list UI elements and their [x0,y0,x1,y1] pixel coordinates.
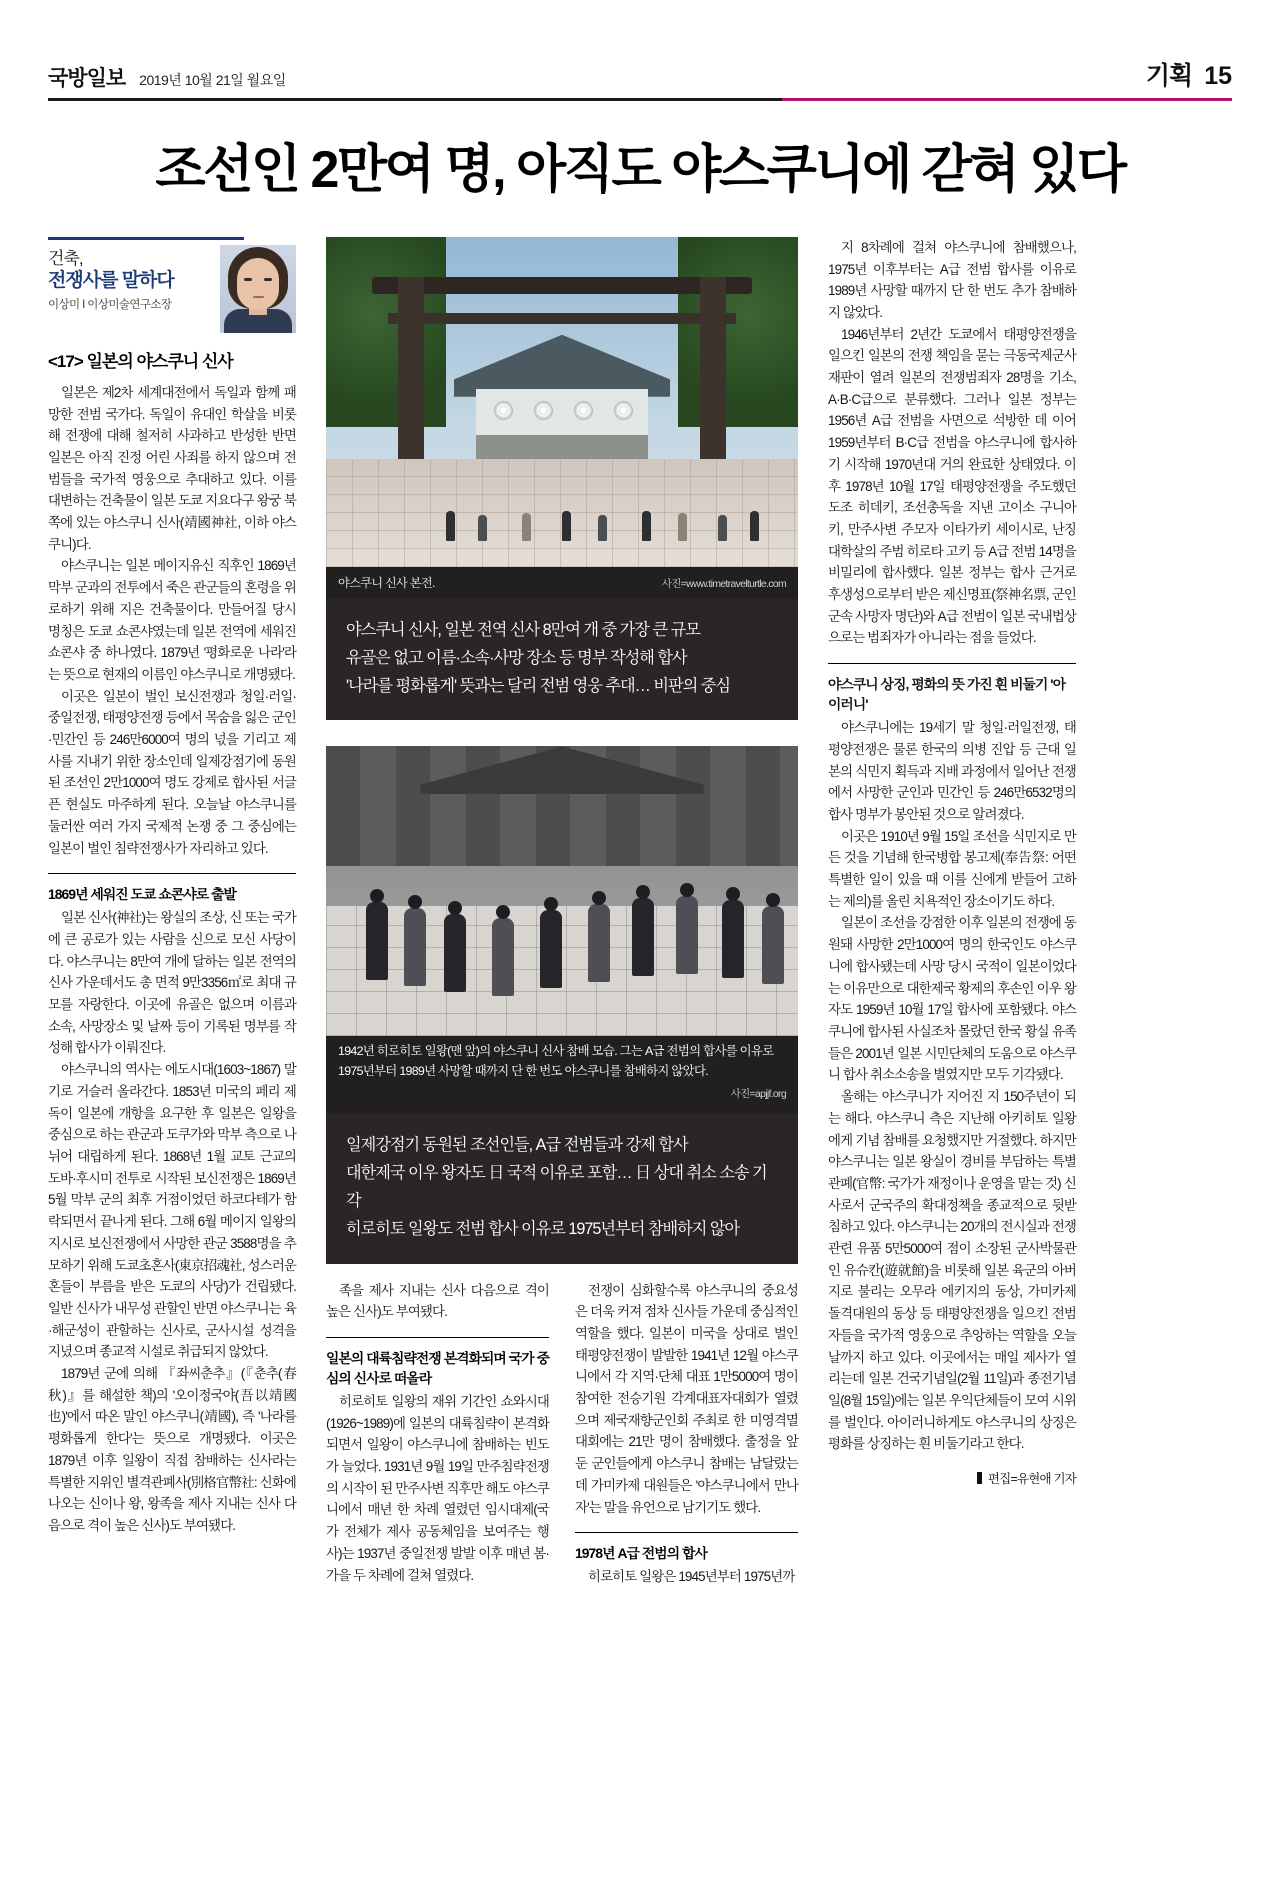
photo-1-caption-bar [326,567,798,599]
photo-trees-left [326,237,446,427]
photo-officer [366,902,388,980]
torii-second-beam [388,313,736,324]
paragraph: 히로히토 일왕의 재위 기간인 쇼와시대(1926~1989)에 일본의 대륙침략이 본격화되면서 일왕이 야스쿠니에 참배하는 빈도가 늘었다. 1931년 9월 19일 만주침략전쟁의 시작이 된 만주사변 직후만 해도 야스쿠니에서 매년 한 차례 열렸던 임시대제(국가 전체가 제사 공동체임을 보여주는 행사)는 1937년 중일전쟁 발발 이후 매년 봄·가을 두 차례에 걸쳐 열렸다. [326,1393,549,1583]
avatar-eye-left [244,278,252,281]
summary-line: 야스쿠니 신사, 일본 전역 신사 8만여 개 중 가장 큰 규모 [346,620,700,639]
photo-officer [444,914,466,992]
paragraph: 올해는 야스쿠니가 지어진 지 150주년이 되는 해다. 야스쿠니 측은 지난해 아키히토 일왕에게 기념 참배를 요청했지만 거절했다. 하지만 야스쿠니는 일본 왕실이 경비를 부담하는 특별 관폐(官幣: 국가가 재정이나 운영을 맡는 것) 신사로서 군국주의 확대정책을 종교적으로 뒷받침하고 있다. 야스쿠니는 20개의 전시실과 전쟁 관련 유품 5만5000여 점이 소장된 군사박물관인 유슈칸(遊就館)을 비롯해 일본 육군의 아버지로 불리는 오무라 에키지의 동상, 가미카제 돌격대원의 동상 등 태평양전쟁을 일으킨 전범자들을 국가적 영웅으로 추앙하는 역할을 오늘날까지 하고 있다. 이곳에서는 매일 제사가 열리는데 일본 건국기념일(2월 11일)과 종전기념일(8월 15일)에는 일본 우익단체들이 모여 시위를 벌인다. 아이러니하게도 야스쿠니의 상징은 평화를 상징하는 흰 비둘기라고 한다. [828,1089,1076,1452]
episode-title: <17> 일본의 야스쿠니 신사 [48,351,233,371]
subheading: 1869년 세워진 도쿄 쇼콘샤로 출발 [48,873,296,903]
center-column [326,237,798,1588]
photo-emperor [540,910,562,988]
subheading: 야스쿠니 상징, 평화의 뜻 가진 흰 비둘기 '아이러니' [828,663,1076,713]
photo-person [678,513,687,541]
summary-box-2 [326,1114,798,1263]
photo-person [598,515,607,541]
summary-line: 유골은 없고 이름·소속·사망 장소 등 명부 작성해 합사 [346,648,687,667]
photo-2-source: 사진=apjjf.org [730,1087,786,1100]
shrine-photo [326,237,798,567]
paragraph: 일본 신사(神社)는 왕실의 조상, 신 또는 국가에 큰 공로가 있는 사람을 신으로 모신 사당이다. 야스쿠니는 8만여 개에 달하는 일본 전역의 신사 가운데서도 총 면적 9만3356㎡로 최대 규모를 자랑한다. 이곳에 유골은 없으며 이름과 소속, 사망장소 및 날짜 등이 기록된 명부를 작성해 합사가 이뤄진다. [48,910,296,1056]
rule-pink-segment [782,98,1232,101]
masthead-right [1146,56,1232,92]
photo-2-caption: 1942년 히로히토 일왕(맨 앞)의 야스쿠니 신사 참배 모습. 그는 A급 전범의 합사를 이유로 1975년부터 1989년 사망할 때까지 단 한 번도 야스쿠니를 참배하지 않았다. [338,1044,774,1078]
photo-officer [676,896,698,974]
series-kicker: 건축, [48,248,83,268]
masthead-rule [48,98,1232,101]
chrysanthemum-crest-icon [614,401,633,420]
paragraph: 야스쿠니는 일본 메이지유신 직후인 1869년 막부 군과의 전투에서 죽은 관군들의 혼령을 위로하기 위해 지은 건축물이다. 만들어질 당시 명칭은 도쿄 쇼콘샤였는데 일본 전역에 세워진 쇼콘샤 중 하나였다. 1879년 '평화로운 나라'라는 뜻으로 현재의 이름인 야스쿠니로 개명됐다. [48,558,296,682]
photo-1-caption: 야스쿠니 신사 본전. [338,575,435,590]
series-header [48,237,296,333]
photo-person [642,511,651,541]
avatar-face [237,258,279,310]
paragraph: 일본은 제2차 세계대전에서 독일과 함께 패망한 전범 국가다. 독일이 유대인 학살을 비롯해 전쟁에 대해 철저히 사과하고 반성한 반면 일본은 아직 진정 어린 사죄를 하지 않으며 전범들을 국가적 영웅으로 추대하고 있다. 이를 대변하는 건축물이 일본 도쿄 지요다구 왕궁 북쪽에 있는 야스쿠니 신사(靖國神社, 이하 야스쿠니)다. [48,384,296,552]
avatar-mouth [253,296,264,299]
avatar-eye-right [264,278,272,281]
subheading: 1978년 A급 전범의 합사 [575,1532,798,1562]
chrysanthemum-crest-icon [534,401,553,420]
newspaper-logo: 국방일보 [48,67,126,90]
summary-line: '나라를 평화롭게' 뜻과는 달리 전범 영웅 추대… 비판의 중심 [346,676,730,695]
photo-1-source: 사진=www.timetravelturtle.com [661,577,786,590]
masthead [48,0,1232,92]
summary-box-1 [326,599,798,721]
subheading: 일본의 대륙침략전쟁 본격화되며 국가 중심의 신사로 떠올라 [326,1337,549,1387]
photo-officer [492,918,514,996]
photo-person [718,515,727,541]
photo-officer [404,908,426,986]
paragraph: 지 8차례에 걸쳐 야스쿠니에 참배했으나, 1975년 이후부터는 A급 전범 합사를 이유로 1989년 사망할 때까지 단 한 번도 추가 참배하지 않았다. [828,239,1076,320]
left-column [48,237,296,1537]
masthead-left [48,62,286,92]
publication-date: 2019년 10월 21일 월요일 [139,72,286,88]
page-title: 조선인 2만여 명, 아직도 야스쿠니에 갇혀 있다 [155,141,1125,199]
article-grid [48,237,1232,1588]
summary-line: 히로히토 일왕도 전범 합사 이유로 1975년부터 참배하지 않아 [346,1219,740,1238]
paragraph: 1946년부터 2년간 도쿄에서 태평양전쟁을 일으킨 일본의 전쟁 책임을 묻는 극동국제군사재판이 열려 일본의 전쟁범죄자 28명을 기소, A·B·C급으로 분류했다. 그러나 일본 정부는 1956년 A급 전범을 사면으로 석방한 데 이어 1959년부터 B·C급 전범을 야스쿠니에 합사하기 시작해 1970년대 거의 완료한 상태였다. 이후 1978년 10월 17일 태평양전쟁을 주도했던 도조 히데키, 조선총독을 지낸 고이소 구니아키, 만주사변 주모자 이타가키 세이시로, 난징 대학살의 주범 히로타 고키 등 A급 전범 14명을 비밀리에 합사했다. 일본 정부는 합사 근거로 후생성으로부터 받은 제신명표(祭神名票, 군인 군속 사망자 명단)와 A급 전범이 일본 국내법상으로는 범죄자가 아니라는 점을 들었다. [828,326,1076,646]
photo-officer [632,898,654,976]
photo-person [446,511,455,541]
chrysanthemum-crest-icon [574,401,593,420]
left-body-text [48,382,296,1537]
paragraph: 야스쿠니의 역사는 에도시대(1603~1867) 말기로 거슬러 올라간다. 1853년 미국의 페리 제독이 일본에 개항을 요구한 후 일본은 일왕을 중심으로 하는 관군과 도쿠가와 막부 측으로 나뉘어 대립하게 된다. 1868년 1월 교토 근교의 도바·후시미 전투로 시작된 보신전쟁은 1869년 5월 막부 군의 최후 거점이었던 하코다테가 함락되면서 끝나게 된다. 그해 6월 메이지 일왕의 지시로 보신전쟁에서 사망한 관군 3588명을 추모하기 위해 도쿄초혼사(東京招魂社, 성스러운 혼들이 부름을 받은 도쿄의 사당)가 건립됐다. 일반 신사가 내무성 관할인 반면 야스쿠니는 육·해군성이 관할하는 신사로, 군사시설 성격을 지녔으며 종교적 시설로 취급되지 않았다. [48,1062,296,1360]
paragraph: 야스쿠니에는 19세기 말 청일·러일전쟁, 태평양전쟁은 물론 한국의 의병 진압 등 근대 일본의 식민지 획득과 지배 과정에서 일어난 전쟁에서 사망한 군인과 민간인 등 246만6532명의 합사 명부가 봉안된 것으로 알려졌다. [828,720,1076,822]
center-bottom-right [575,1280,798,1588]
photo-officer [722,900,744,978]
rule-black-segment [48,98,782,101]
paragraph: 족을 제사 지내는 신사 다음으로 격이 높은 신사)도 부여됐다. [326,1282,549,1320]
shrine-curtain [476,389,648,435]
torii-top-beam [372,277,752,294]
photo-person [750,511,759,541]
page-number: 15 [1204,62,1232,90]
photo-person [562,511,571,541]
avatar [220,245,296,333]
photo-2-caption-block [326,1036,798,1114]
summary-line: 대한제국 이우 왕자도 日 국적 이유로 포함… 日 상대 취소 소송 기각 [346,1163,767,1210]
photo-person [478,515,487,541]
section-name: 기획 [1145,62,1193,90]
center-bottom-text [326,1280,798,1588]
editor-credit: 편집=유현애 기자 [828,1469,1076,1487]
summary-line: 일제강점기 동원된 조선인들, A급 전범들과 강제 합사 [346,1136,688,1155]
series-accent-bar [48,237,244,240]
right-column [828,237,1076,1487]
photo-officer [762,906,784,984]
series-author: 이상미 I 이상미술연구소장 [48,298,172,311]
paragraph: 전쟁이 심화할수록 야스쿠니의 중요성은 더욱 커져 점차 신사들 가운데 중심적인 역할을 했다. 일본이 미국을 상대로 벌인 태평양전쟁이 발발한 1941년 12월 야스쿠니에서 각 지역·단체 대표 1만5000여 명이 참여한 전승기원 각계대표자대회가 열렸으며 제국재향군인회 주최로 한 미영격멸대회에는 21만 명이 참배했다. 출정을 앞둔 군인들에게 야스쿠니 참배는 남달랐는데 가미카제 대원들은 '야스쿠니에서 만나자'는 말을 유언으로 남기기도 했다. [575,1282,798,1515]
photo-person [522,513,531,541]
paragraph: 이곳은 일본이 벌인 보신전쟁과 청일·러일·중일전쟁, 태평양전쟁 등에서 목숨을 잃은 군인·민간인 등 246만6000여 명의 넋을 기리고 제사를 지내기 위한 장소인데 일제강점기에 동원된 조선인 2만1000여 명도 강제로 합사된 서글픈 현실도 마주하게 된다. 오늘날 야스쿠니를 둘러싼 여러 가지 국제적 논쟁 중 그 중심에는 일본이 벌인 침략전쟁사가 자리하고 있다. [48,688,296,856]
chrysanthemum-crest-icon [494,401,513,420]
series-title: 전쟁사를 말하다 [48,270,174,292]
paragraph: 히로히토 일왕은 1945년부터 1975년까 [588,1569,795,1585]
photo-officer [588,904,610,982]
photo-trees-right [678,237,798,427]
hirohito-photo [326,746,798,1036]
paragraph: 1879년 군에 의해 『좌씨춘추』(『춘추(春秋)』를 해설한 책)의 '오이정국야(吾以靖國也)'에서 따온 말인 야스쿠니(靖國), 즉 '나라를 평화롭게 한다'는 뜻으로 개명됐다. 이곳은 1879년 이후 일왕이 직접 참배하는 신사라는 특별한 지위인 별격관폐사(別格官幣社: 신화에 나오는 신이나 왕, 왕족을 제사 지내는 신사 다음으로 격이 높은 신사)도 부여됐다. [48,1366,296,1533]
paragraph: 이곳은 1910년 9월 15일 조선을 식민지로 만든 것을 기념해 한국병합 봉고제(奉告祭: 어떤 특별한 일이 있을 때 이를 신에게 받들어 고하는 제의)를 올린 치욕적인 장소이기도 하다. [828,828,1076,909]
center-bottom-left [326,1280,549,1588]
paragraph: 일본이 조선을 강점한 이후 일본의 전쟁에 동원돼 사망한 2만1000여 명의 한국인도 야스쿠니에 합사됐는데 사망 당시 국적이 일본이었다는 이유만으로 대한제국 황제의 후손인 이우 왕자도 1959년 10월 17일 합사에 포함됐다. 야스쿠니에 합사된 사실조차 몰랐던 한국 황실 유족들은 2001년 일본 시민단체의 도움으로 야스쿠니 합사 취소소송을 벌였지만 모두 기각됐다. [828,915,1076,1083]
